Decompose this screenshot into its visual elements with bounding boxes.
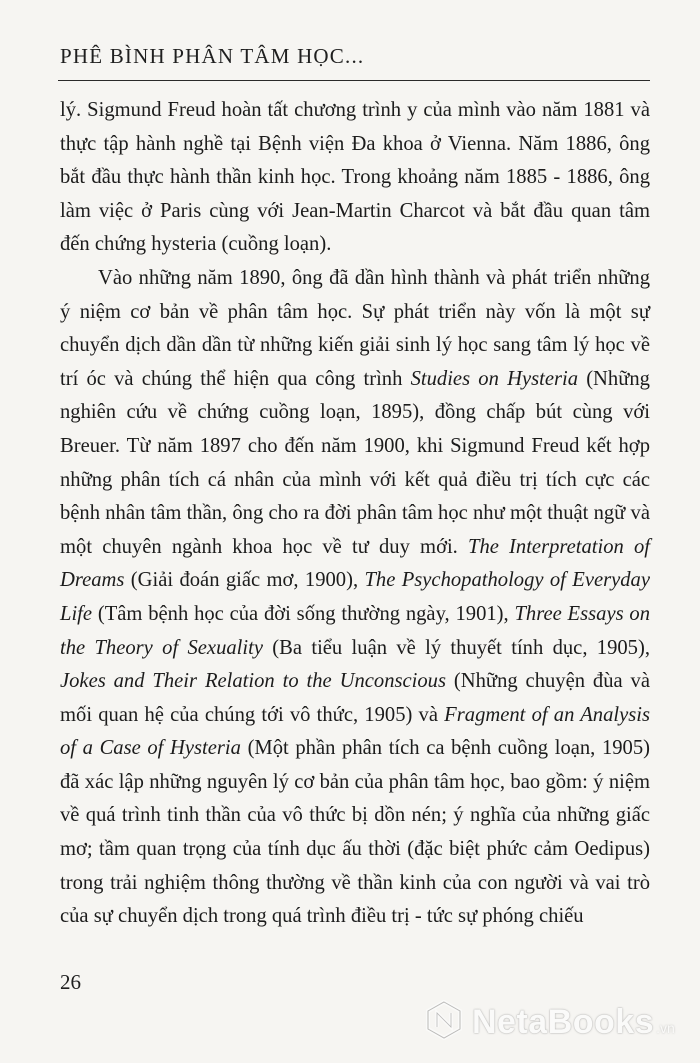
book-title: The Interpretation of Dreams	[60, 535, 650, 592]
watermark	[424, 1000, 675, 1045]
text-run: (Những chuyện đùa và mối quan hệ của chúng tới vô thức, 1905) và	[60, 670, 650, 726]
text-run: (Giải đoán giấc mơ, 1900),	[124, 569, 365, 592]
text-run: (Ba tiểu luận về lý thuyết tính dục, 1905),	[262, 636, 650, 659]
paragraph-1: lý. Sigmund Freud hoàn tất chương trình y của mình vào năm 1881 và thực tập hành nghề tại Bệnh viện Đa khoa ở Vienna. Năm 1886, ông bắt đầu thực hành thần kinh học. Trong khoảng năm 1885 - 1886, ông làm việc ở Paris cùng với Jean-Martin Charcot và bắt đầu quan tâm đến chứng hysteria (cuồng loạn).	[60, 99, 650, 256]
running-header: PHÊ BÌNH PHÂN TÂM HỌC...	[60, 44, 365, 68]
page-number: 26	[60, 970, 81, 994]
watermark-brand: NetaBooks	[472, 1003, 655, 1041]
book-title: Jokes and Their Relation to the Unconscious	[60, 670, 446, 693]
watermark-suffix: .vn	[656, 1019, 675, 1036]
body-text	[60, 94, 650, 934]
text-run: (Tâm bệnh học của đời sống thường ngày, 1901),	[92, 602, 515, 625]
text-run: Vào những năm 1890, ông đã dần hình thành và phát triển những ý niệm cơ bản về phân tâm học. Sự phát triển này vốn là một sự chuyển dịch dần dần từ những kiến giải sinh lý học sang tâm lý học về trí óc và chúng thể hiện qua công trình	[60, 266, 650, 390]
header-rule	[58, 80, 650, 81]
text-run: (Một phần phân tích ca bệnh cuồng loạn, 1905) đã xác lập những nguyên lý cơ bản của phân tâm học, bao gồm: ý niệm về quá trình tinh thần của vô thức bị dồn nén; ý nghĩa của những giấc mơ; tầm quan trọng của tính dục ấu thời (đặc biệt phức cảm Oedipus) trong trải nghiệm thông thường về thần kinh của con người và vai trò của sự chuyển dịch trong quá trình điều trị - tức sự phóng chiếu	[60, 737, 650, 928]
book-title: Three Essays on the Theory of Sexuality	[60, 602, 650, 659]
book-title: The Psychopathology of Everyday Life	[60, 569, 650, 625]
book-title: Fragment of an Analysis of a Case of Hysteria	[60, 703, 650, 760]
paragraph-2	[60, 262, 650, 934]
book-title: Studies on Hysteria	[410, 367, 578, 390]
text-run: (Những nghiên cứu về chứng cuồng loạn, 1895), đồng chấp bút cùng với Breuer. Từ năm 1897 cho đến năm 1900, khi Sigmund Freud kết hợp những phân tích cá nhân của mình với kết quả điều trị tích cực các bệnh nhân tâm thần, ông cho ra đời phân tâm học như một thuật ngữ và một chuyên ngành khoa học về tư duy mới.	[60, 367, 650, 558]
netabooks-logo-icon	[424, 1000, 464, 1045]
